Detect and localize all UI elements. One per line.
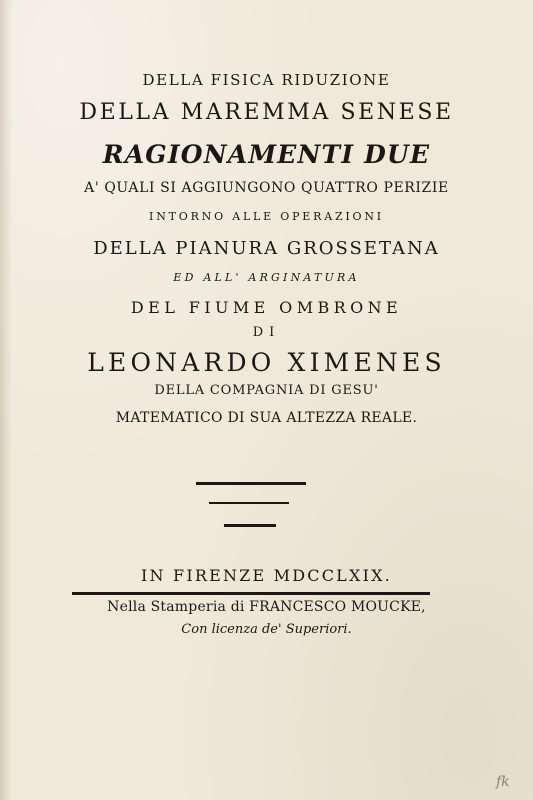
subtitle-line-1: A' QUALI SI AGGIUNGONO QUATTRO PERIZIE xyxy=(84,180,449,196)
title-line-2: DELLA MAREMMA SENESE xyxy=(79,100,454,125)
imprint-license: Con licenza de' Superiori. xyxy=(181,622,352,637)
title-line-1: DELLA FISICA RIDUZIONE xyxy=(142,71,391,89)
author-name: LEONARDO XIMENES xyxy=(87,348,446,377)
subtitle-line-4: ED ALL' ARGINATURA xyxy=(173,271,360,284)
subtitle-line-3: DELLA PIANURA GROSSETANA xyxy=(93,238,440,259)
subtitle-line-2: INTORNO ALLE OPERAZIONI xyxy=(149,210,384,223)
imprint-place-year: IN FIRENZE MDCCLXIX. xyxy=(141,566,392,585)
corner-pencil-mark: fk xyxy=(496,774,510,790)
title-line-3: RAGIONAMENTI DUE xyxy=(102,140,431,169)
author-affiliation: DELLA COMPAGNIA DI GESU' xyxy=(154,383,379,398)
subtitle-line-5: DEL FIUME OMBRONE xyxy=(130,298,403,317)
imprint-rule xyxy=(72,592,430,595)
imprint-printer: Nella Stamperia di FRANCESCO MOUCKE, xyxy=(107,599,426,615)
by-line: DI xyxy=(252,325,281,340)
author-title: MATEMATICO DI SUA ALTEZZA REALE. xyxy=(115,410,418,426)
ornament-rule-3 xyxy=(224,524,276,527)
ornament-rule-2 xyxy=(209,502,289,504)
ornament-rule-1 xyxy=(196,482,306,485)
